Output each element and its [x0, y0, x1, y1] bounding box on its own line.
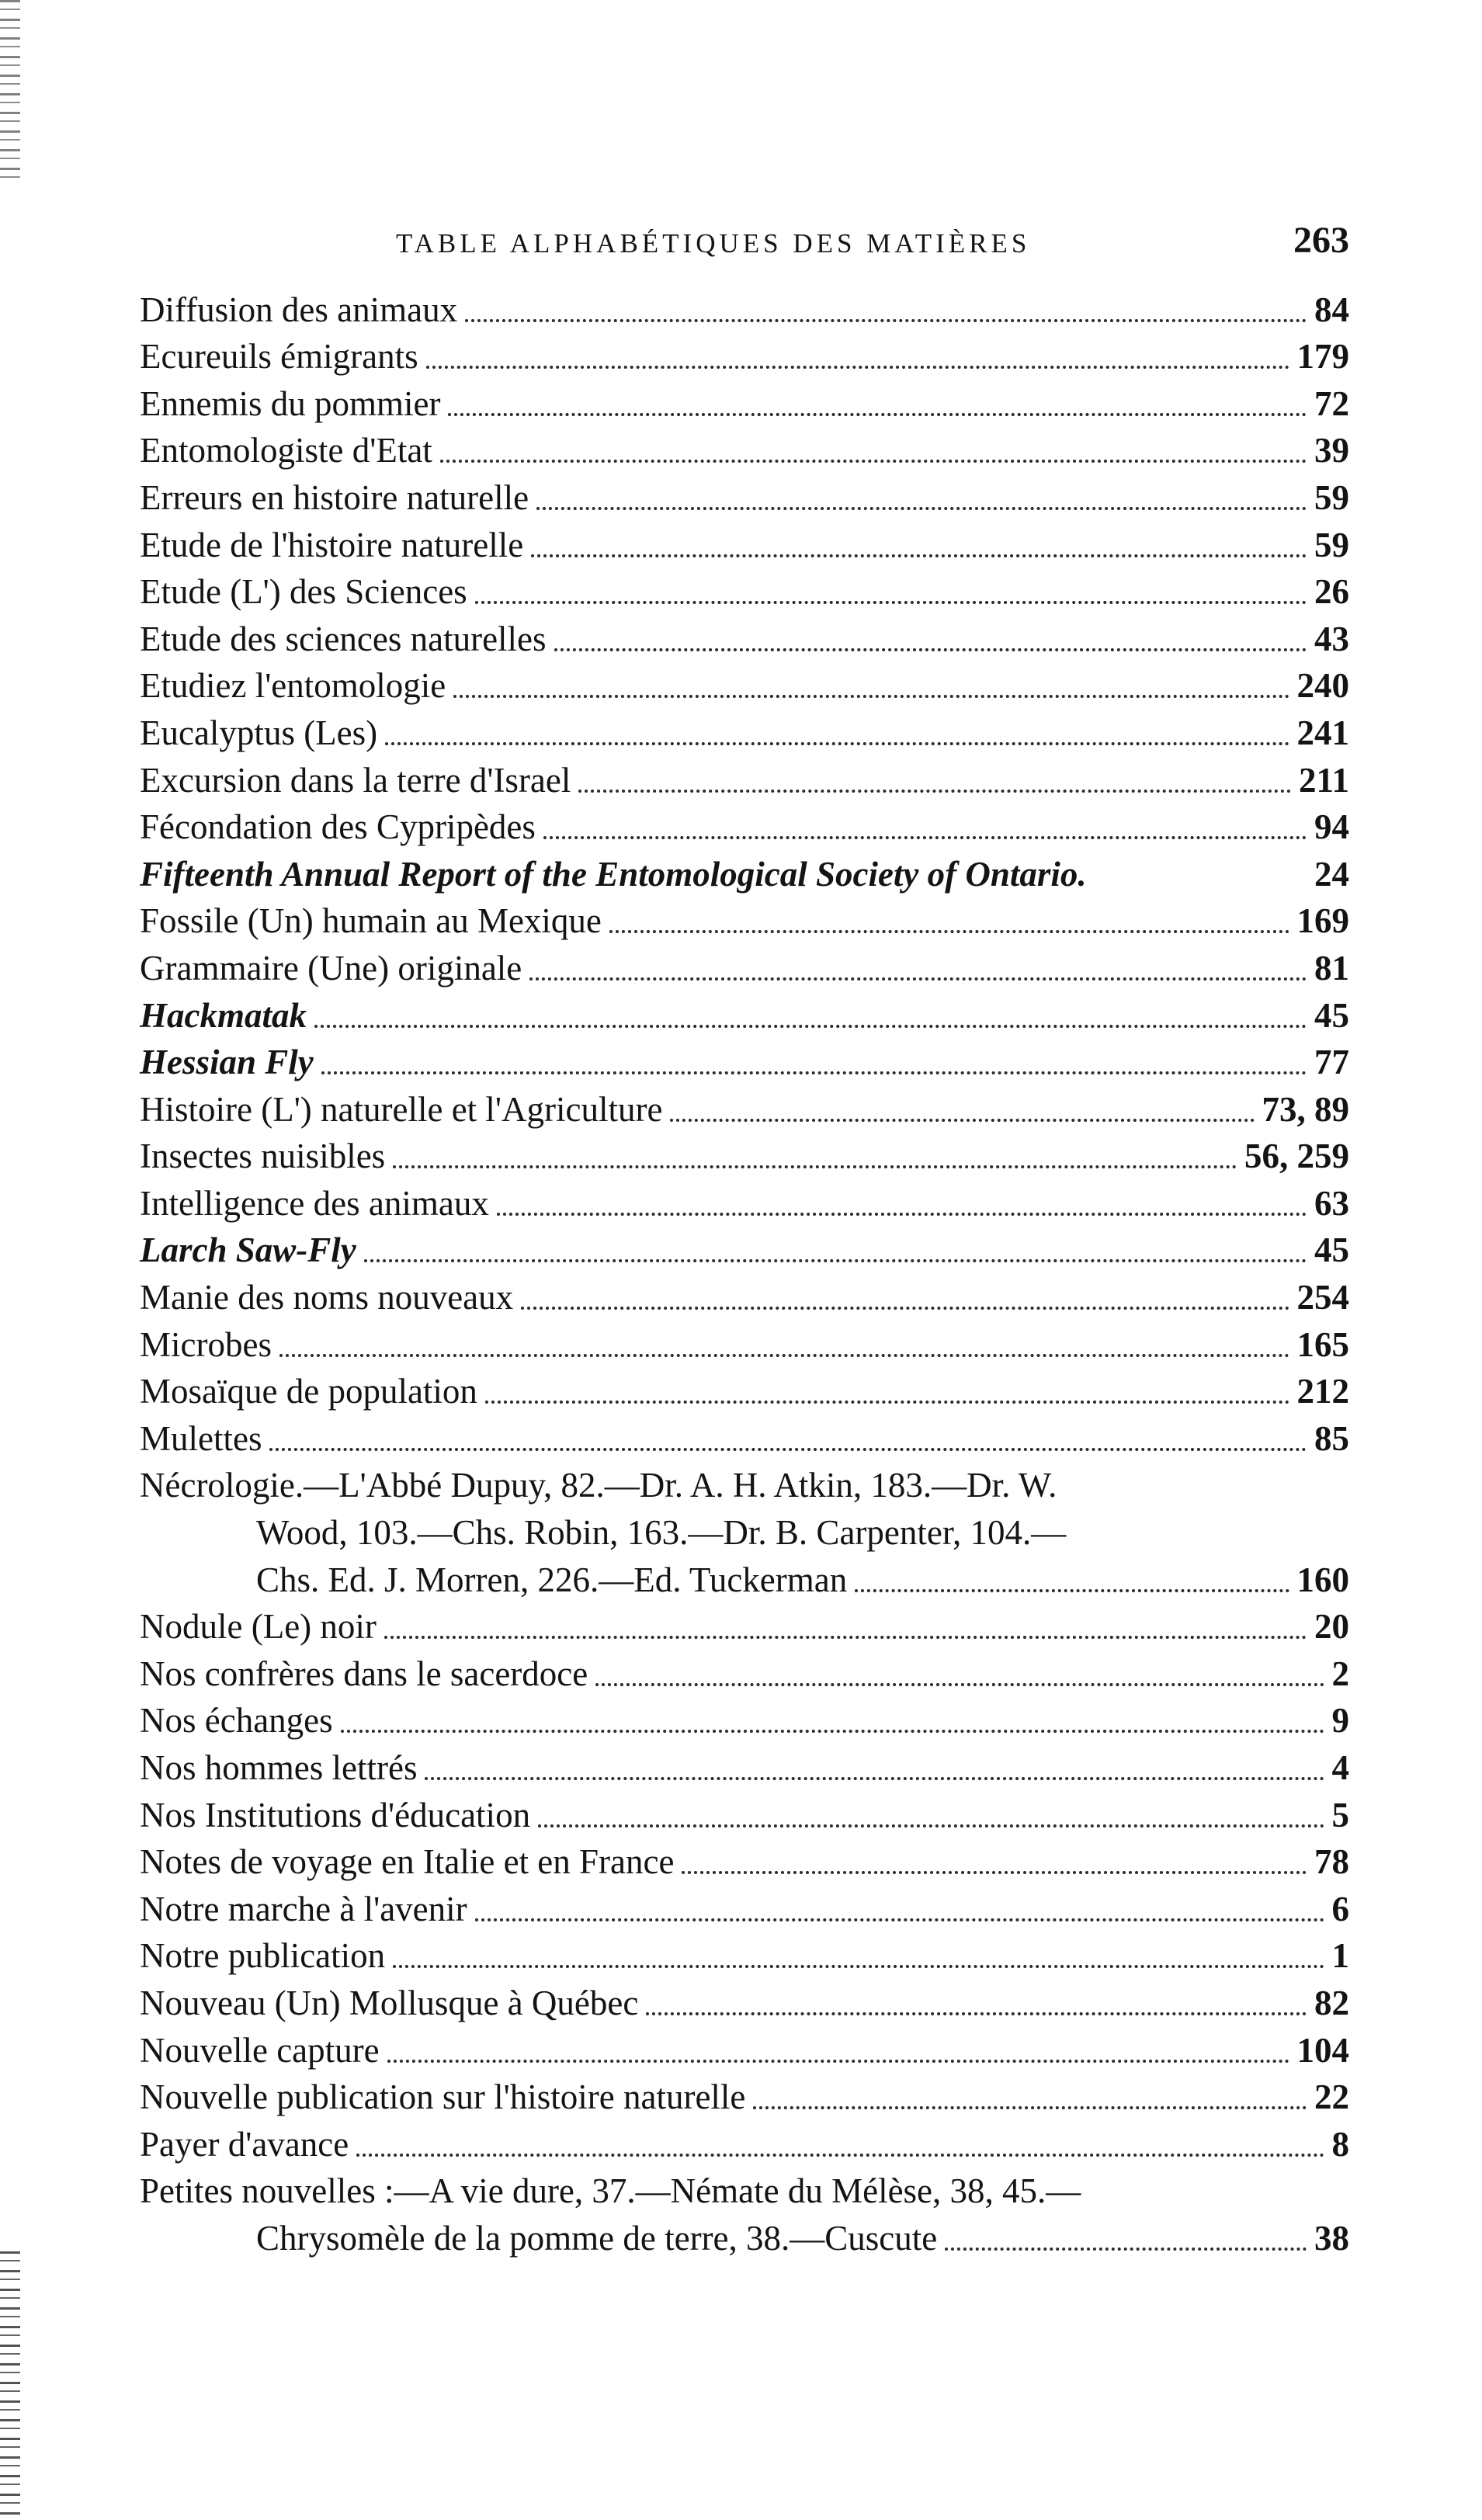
index-entry [140, 1744, 1349, 1791]
index-entry [140, 804, 1349, 851]
entry-page: 45 [1314, 995, 1349, 1035]
entry-title: Excursion dans la terre d'Israel [140, 760, 571, 800]
entry-title-continued: Chrysomèle de la pomme de terre, 38.—Cuscute [256, 2218, 938, 2258]
entry-page: 179 [1296, 337, 1349, 377]
entry-page: 9 [1331, 1701, 1349, 1741]
leader-dots [554, 648, 1307, 651]
page-number: 263 [1293, 220, 1349, 261]
index-entry [140, 1039, 1349, 1086]
index-entry [140, 1979, 1349, 2026]
entry-title: Intelligence des animaux [140, 1183, 489, 1223]
entry-title: Fifteenth Annual Report of the Entomological Society of Ontario. [140, 854, 1087, 894]
entry-title: Grammaire (Une) originale [140, 948, 522, 988]
index-entry [140, 1133, 1349, 1180]
leader-dots [453, 695, 1289, 698]
leader-dots [384, 1636, 1307, 1639]
leader-dots [521, 1307, 1289, 1310]
entry-page: 160 [1296, 1560, 1349, 1599]
leader-dots [426, 366, 1289, 369]
entry-page: 45 [1314, 1230, 1349, 1270]
entry-title: Microbes [140, 1324, 272, 1364]
leader-dots [529, 977, 1307, 981]
leader-dots [269, 1448, 1307, 1451]
entry-title: Manie des noms nouveaux [140, 1278, 514, 1317]
leader-dots [531, 554, 1307, 557]
entry-title: Fossile (Un) humain au Mexique [140, 901, 602, 941]
index-entry [140, 427, 1349, 474]
entry-title: Hackmatak [140, 995, 307, 1035]
entry-page: 56, 259 [1244, 1137, 1349, 1176]
entry-page: 26 [1314, 572, 1349, 612]
leader-dots [356, 2154, 1324, 2157]
entry-title: Hessian Fly [140, 1043, 314, 1082]
entry-title: Nécrologie.—L'Abbé Dupuy, 82.—Dr. A. H. Atkin, 183.—Dr. W. [140, 1466, 1057, 1505]
entry-page: 24 [1314, 854, 1349, 894]
leader-dots [475, 601, 1307, 604]
entry-page: 240 [1296, 666, 1349, 706]
entry-page: 77 [1314, 1043, 1349, 1082]
index-entry [140, 521, 1349, 568]
index-entry [140, 2074, 1349, 2121]
entry-title: Nos hommes lettrés [140, 1748, 418, 1787]
index-entry [140, 1650, 1349, 1697]
leader-dots [543, 836, 1307, 839]
index-entry [140, 615, 1349, 662]
entry-title: Eucalyptus (Les) [140, 713, 378, 752]
leader-dots [393, 1165, 1237, 1168]
index-entry [140, 1368, 1349, 1415]
leader-dots [497, 1213, 1307, 1216]
entry-page: 8 [1331, 2124, 1349, 2164]
entry-title: Etude (L') des Sciences [140, 572, 467, 612]
index-entry [140, 2026, 1349, 2074]
entry-page: 2 [1331, 1654, 1349, 1693]
entry-page: 20 [1314, 1607, 1349, 1647]
index-entry [140, 568, 1349, 616]
entry-title: Entomologiste d'Etat [140, 431, 432, 470]
leader-dots [536, 507, 1307, 510]
leader-dots [855, 1589, 1289, 1592]
entry-title-continued: Chs. Ed. J. Morren, 226.—Ed. Tuckerman [256, 1560, 848, 1599]
leader-dots [475, 1918, 1324, 1921]
entry-page: 22 [1314, 2077, 1349, 2117]
entry-title: Insectes nuisibles [140, 1137, 386, 1176]
entry-page: 241 [1296, 713, 1349, 752]
leader-dots [314, 1025, 1307, 1028]
entry-page: 165 [1296, 1324, 1349, 1364]
leader-dots [595, 1683, 1324, 1686]
entry-page: 72 [1314, 384, 1349, 423]
entry-page: 4 [1331, 1748, 1349, 1787]
entry-page: 104 [1296, 2030, 1349, 2070]
entry-title: Nouvelle capture [140, 2030, 380, 2070]
index-entry [140, 380, 1349, 427]
entry-title: Notre publication [140, 1936, 386, 1976]
leader-dots [279, 1354, 1289, 1357]
index-entry [140, 1085, 1349, 1133]
leader-dots [364, 1259, 1307, 1262]
entry-page: 43 [1314, 619, 1349, 658]
scan-edge-shadow [0, 2251, 20, 2520]
index-entry [140, 2120, 1349, 2168]
entry-page: 6 [1331, 1889, 1349, 1928]
page-header [396, 219, 1349, 266]
entry-page: 94 [1314, 807, 1349, 847]
entry-title: Notre marche à l'avenir [140, 1889, 467, 1928]
entry-title: Ennemis du pommier [140, 384, 441, 423]
entry-title: Etude des sciences naturelles [140, 619, 547, 658]
entry-title: Nouveau (Un) Mollusque à Québec [140, 1983, 639, 2022]
index-entry [140, 333, 1349, 380]
leader-dots [385, 742, 1289, 745]
entry-title: Petites nouvelles :—A vie dure, 37.—Némate du Mélèse, 38, 45.— [140, 2171, 1081, 2211]
index-entry [140, 1603, 1349, 1650]
leader-dots [609, 930, 1289, 933]
leader-dots [538, 1824, 1324, 1828]
index-entry [140, 1321, 1349, 1368]
entry-page: 169 [1296, 901, 1349, 941]
index-entry [140, 1179, 1349, 1227]
entry-title: Nouvelle publication sur l'histoire naturelle [140, 2077, 746, 2117]
entry-page: 39 [1314, 431, 1349, 470]
index-entry [140, 756, 1349, 804]
leader-dots [341, 1730, 1324, 1733]
leader-dots [387, 2060, 1289, 2063]
entry-title: Payer d'avance [140, 2124, 349, 2164]
entry-title-continued: Wood, 103.—Chs. Robin, 163.—Dr. B. Carpenter, 104.— [256, 1513, 1067, 1553]
leader-dots [670, 1119, 1254, 1122]
index-entry [140, 662, 1349, 710]
index-entry [140, 286, 1349, 333]
index-entry [140, 1838, 1349, 1886]
entry-page: 59 [1314, 477, 1349, 517]
entry-page: 82 [1314, 1983, 1349, 2022]
index-entry [140, 1273, 1349, 1321]
index-entry [140, 1462, 1349, 1603]
leader-dots [440, 460, 1307, 463]
entry-title: Nodule (Le) noir [140, 1607, 377, 1647]
entry-page: 59 [1314, 525, 1349, 564]
entry-title: Nos Institutions d'éducation [140, 1795, 531, 1834]
entry-title: Mosaïque de population [140, 1372, 477, 1411]
entry-title: Erreurs en histoire naturelle [140, 477, 529, 517]
index-entry [140, 1414, 1349, 1462]
entry-title: Larch Saw-Fly [140, 1230, 356, 1270]
entry-page: 63 [1314, 1183, 1349, 1223]
entry-title: Etude de l'histoire naturelle [140, 525, 524, 564]
entry-page: 81 [1314, 948, 1349, 988]
entry-page: 1 [1331, 1936, 1349, 1976]
leader-dots [393, 1965, 1324, 1968]
entry-title: Notes de voyage en Italie et en France [140, 1842, 675, 1882]
leader-dots [578, 790, 1291, 793]
entry-page: 78 [1314, 1842, 1349, 1882]
index-entry [140, 1885, 1349, 1932]
leader-dots [465, 319, 1307, 322]
leader-dots [448, 413, 1307, 416]
scan-edge-shadow [0, 0, 20, 186]
entry-page: 254 [1296, 1278, 1349, 1317]
leader-dots [321, 1071, 1307, 1074]
index-entry [140, 1697, 1349, 1744]
entry-page: 5 [1331, 1795, 1349, 1834]
entry-title: Histoire (L') naturelle et l'Agriculture [140, 1089, 663, 1129]
index-entry [140, 1932, 1349, 1980]
index-entry [140, 709, 1349, 756]
index-entry [140, 850, 1349, 897]
index-entry [140, 1791, 1349, 1838]
leader-dots [753, 2106, 1307, 2109]
entry-title: Nos confrères dans le sacerdoce [140, 1654, 588, 1693]
entry-title: Etudiez l'entomologie [140, 666, 446, 706]
entry-title: Mulettes [140, 1418, 262, 1458]
index-entry [140, 2168, 1349, 2261]
leader-dots [425, 1777, 1324, 1780]
index-entry [140, 991, 1349, 1039]
index-entry [140, 944, 1349, 991]
entry-title: Diffusion des animaux [140, 290, 458, 329]
entry-title: Fécondation des Cypripèdes [140, 807, 536, 847]
index-table [140, 286, 1349, 2261]
leader-dots [485, 1401, 1289, 1404]
leader-dots [1095, 883, 1307, 887]
leader-dots [646, 2012, 1307, 2015]
leader-dots [945, 2248, 1307, 2251]
entry-page: 85 [1314, 1418, 1349, 1458]
entry-title: Ecureuils émigrants [140, 337, 418, 377]
index-entry [140, 474, 1349, 521]
entry-title: Nos échanges [140, 1701, 333, 1741]
leader-dots [682, 1871, 1307, 1874]
index-entry [140, 897, 1349, 945]
entry-page: 73, 89 [1262, 1089, 1349, 1129]
index-entry [140, 1227, 1349, 1274]
running-title: TABLE ALPHABÉTIQUES DES MATIÈRES [396, 228, 1031, 259]
entry-page: 84 [1314, 290, 1349, 329]
entry-page: 211 [1298, 760, 1349, 800]
entry-page: 212 [1296, 1372, 1349, 1411]
entry-page: 38 [1314, 2218, 1349, 2258]
